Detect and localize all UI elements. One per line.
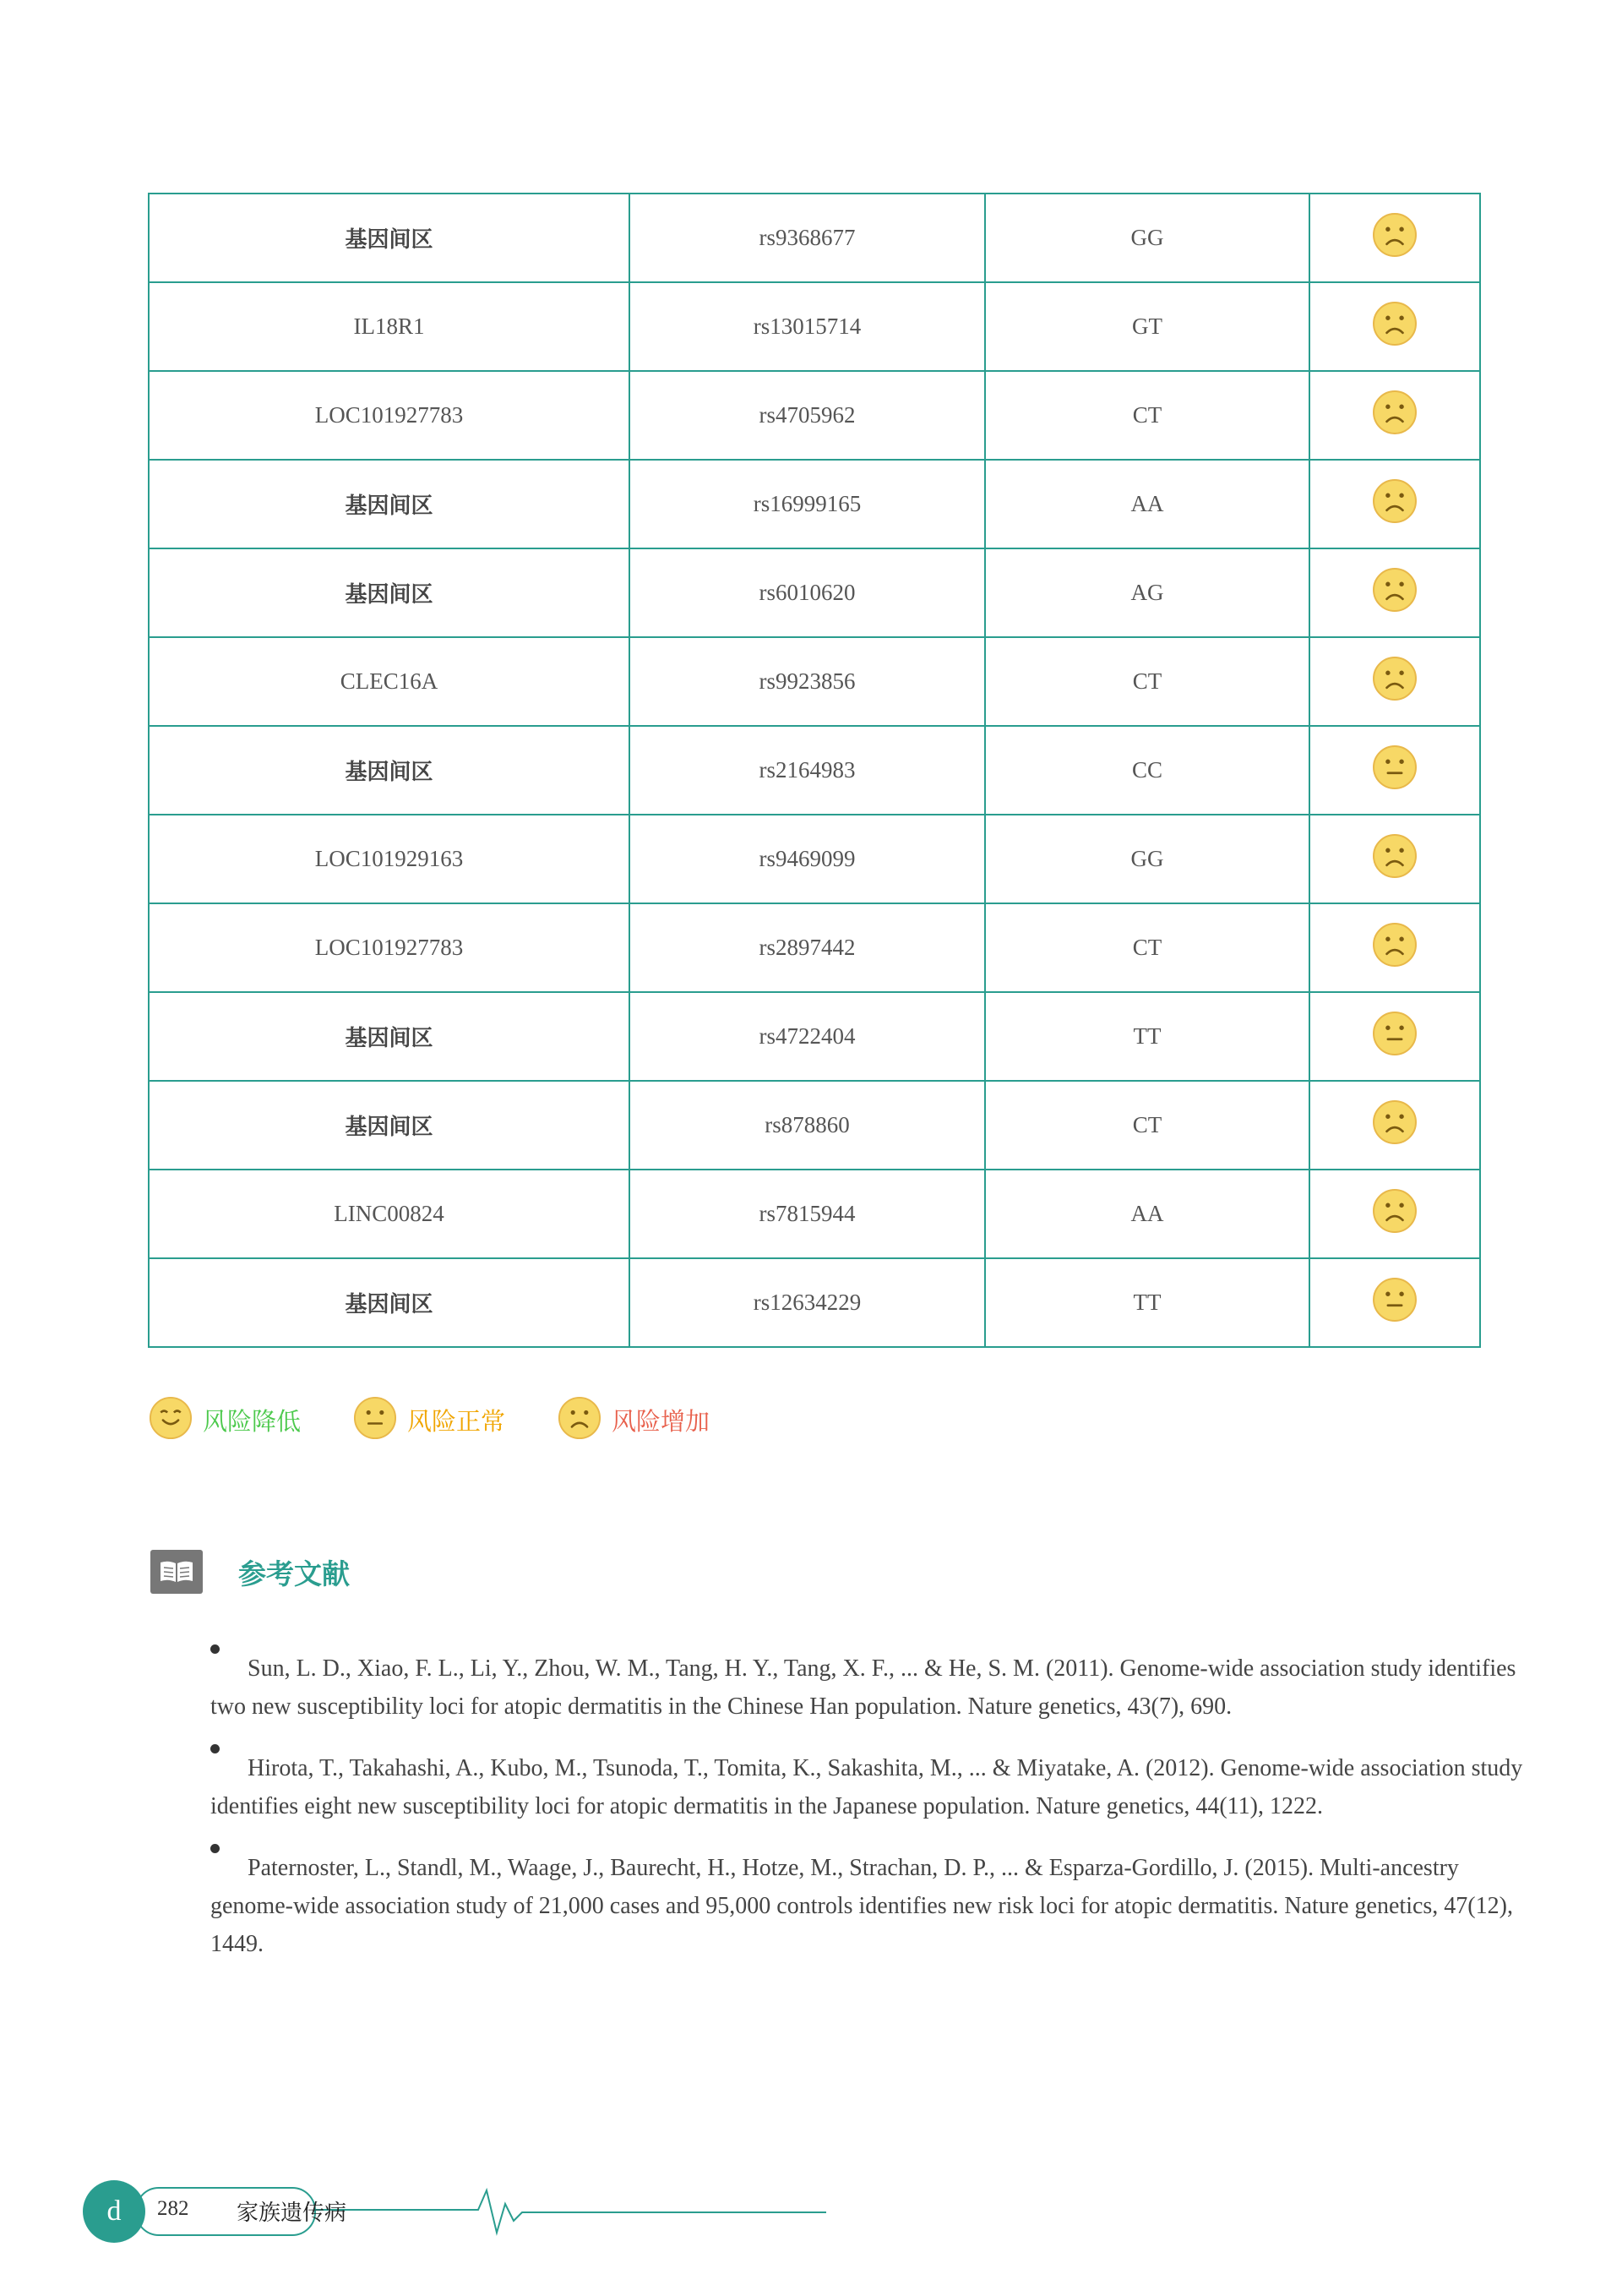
risk-cell	[1309, 726, 1480, 815]
frown-face-icon	[1372, 478, 1418, 530]
rsid-cell: rs4705962	[629, 371, 985, 460]
frown-face-icon	[1372, 656, 1418, 707]
reference-text: Sun, L. D., Xiao, F. L., Li, Y., Zhou, W. M., Tang, H. Y., Tang, X. F., ... & He, S. M. (2011). Genome-wide association study identifies two new susceptibility loci for atopic dermatitis in the Chinese Han population. Nature genetics, 43(7), 690.	[210, 1655, 1516, 1720]
neutral-face-icon	[353, 1396, 407, 1444]
snp-table-body	[149, 194, 1480, 1347]
frown-face-icon	[558, 1396, 612, 1444]
rsid-cell: rs2164983	[629, 726, 985, 815]
neutral-face-icon	[1372, 744, 1418, 796]
genotype-cell: CT	[985, 1081, 1309, 1170]
references-title: 参考文献	[238, 1557, 350, 1590]
table-row	[149, 1258, 1480, 1347]
genotype-cell: CT	[985, 637, 1309, 726]
risk-cell	[1309, 992, 1480, 1081]
rsid-cell: rs7815944	[629, 1170, 985, 1258]
rsid-cell: rs13015714	[629, 282, 985, 371]
gene-cell: 基因间区	[149, 460, 629, 548]
references-list	[210, 1650, 1537, 1987]
snp-table	[148, 193, 1481, 1348]
table-row	[149, 1170, 1480, 1258]
bullet-icon	[210, 1744, 220, 1753]
page-number: 282	[157, 2197, 189, 2220]
genotype-cell: CT	[985, 903, 1309, 992]
risk-cell	[1309, 282, 1480, 371]
reference-text: Paternoster, L., Standl, M., Waage, J., Baurecht, H., Hotze, M., Strachan, D. P., ... & Esparza-Gordillo, J. (2015). Multi-ancestry genome-wide association study of 21,000 cases and 95,000 controls identifies new risk loci for atopic dermatitis. Nature genetics, 47(12), 1449.	[210, 1855, 1513, 1957]
genotype-cell: AA	[985, 1170, 1309, 1258]
reference-item	[210, 1849, 1537, 1963]
neutral-face-icon	[1372, 1011, 1418, 1062]
table-row	[149, 815, 1480, 903]
gene-cell: LOC101927783	[149, 903, 629, 992]
frown-face-icon	[1372, 1188, 1418, 1240]
rsid-cell: rs12634229	[629, 1258, 985, 1347]
rsid-cell: rs9923856	[629, 637, 985, 726]
risk-cell	[1309, 548, 1480, 637]
risk-cell	[1309, 637, 1480, 726]
genotype-cell: AG	[985, 548, 1309, 637]
genotype-cell: TT	[985, 1258, 1309, 1347]
risk-cell	[1309, 194, 1480, 282]
reference-item	[210, 1650, 1537, 1726]
genotype-cell: CC	[985, 726, 1309, 815]
genotype-cell: AA	[985, 460, 1309, 548]
gene-cell: 基因间区	[149, 1081, 629, 1170]
smiley-face-icon	[149, 1396, 203, 1444]
table-row	[149, 1081, 1480, 1170]
gene-cell: LOC101929163	[149, 815, 629, 903]
reference-text: Hirota, T., Takahashi, A., Kubo, M., Tsunoda, T., Tomita, K., Sakashita, M., ... & Miyatake, A. (2012). Genome-wide association study identifies eight new susceptibility loci for atopic dermatitis in the Japanese population. Nature genetics, 44(11), 1222.	[210, 1755, 1523, 1819]
frown-face-icon	[1372, 1099, 1418, 1151]
legend-decreased	[149, 1396, 301, 1444]
rsid-cell: rs878860	[629, 1081, 985, 1170]
gene-cell: 基因间区	[149, 194, 629, 282]
frown-face-icon	[1372, 390, 1418, 441]
genotype-cell: GT	[985, 282, 1309, 371]
neutral-face-icon	[1372, 1277, 1418, 1328]
bullet-icon	[210, 1644, 220, 1654]
bullet-icon	[210, 1844, 220, 1853]
gene-cell: 基因间区	[149, 992, 629, 1081]
table-row	[149, 726, 1480, 815]
gene-cell: 基因间区	[149, 548, 629, 637]
risk-cell	[1309, 460, 1480, 548]
gene-cell: LINC00824	[149, 1170, 629, 1258]
risk-cell	[1309, 371, 1480, 460]
chapter-letter-badge: d	[83, 2180, 145, 2243]
legend-normal-label: 风险正常	[407, 1407, 506, 1436]
frown-face-icon	[1372, 833, 1418, 885]
table-row	[149, 637, 1480, 726]
frown-face-icon	[1372, 922, 1418, 973]
book-title: 家族遗传病	[237, 2201, 347, 2226]
table-row	[149, 548, 1480, 637]
gene-cell: 基因间区	[149, 726, 629, 815]
reference-item	[210, 1749, 1537, 1825]
risk-cell	[1309, 1258, 1480, 1347]
frown-face-icon	[1372, 301, 1418, 352]
table-row	[149, 371, 1480, 460]
gene-cell: LOC101927783	[149, 371, 629, 460]
table-row	[149, 460, 1480, 548]
table-row	[149, 992, 1480, 1081]
risk-cell	[1309, 1081, 1480, 1170]
legend-normal	[353, 1396, 505, 1444]
references-header	[150, 1550, 350, 1594]
genotype-cell: GG	[985, 815, 1309, 903]
risk-legend	[149, 1396, 762, 1444]
page-footer	[83, 2180, 826, 2248]
table-row	[149, 903, 1480, 992]
genotype-cell: GG	[985, 194, 1309, 282]
frown-face-icon	[1372, 567, 1418, 619]
rsid-cell: rs4722404	[629, 992, 985, 1081]
rsid-cell: rs9368677	[629, 194, 985, 282]
book-icon	[150, 1550, 203, 1594]
gene-cell: 基因间区	[149, 1258, 629, 1347]
risk-cell	[1309, 903, 1480, 992]
legend-increased-label: 风险增加	[612, 1407, 710, 1436]
legend-increased	[558, 1396, 710, 1444]
frown-face-icon	[1372, 212, 1418, 264]
legend-decreased-label: 风险降低	[203, 1407, 302, 1436]
gene-cell: CLEC16A	[149, 637, 629, 726]
table-row	[149, 282, 1480, 371]
genotype-cell: CT	[985, 371, 1309, 460]
rsid-cell: rs2897442	[629, 903, 985, 992]
genotype-cell: TT	[985, 992, 1309, 1081]
rsid-cell: rs6010620	[629, 548, 985, 637]
table-row	[149, 194, 1480, 282]
rsid-cell: rs16999165	[629, 460, 985, 548]
risk-cell	[1309, 815, 1480, 903]
risk-cell	[1309, 1170, 1480, 1258]
rsid-cell: rs9469099	[629, 815, 985, 903]
gene-cell: IL18R1	[149, 282, 629, 371]
